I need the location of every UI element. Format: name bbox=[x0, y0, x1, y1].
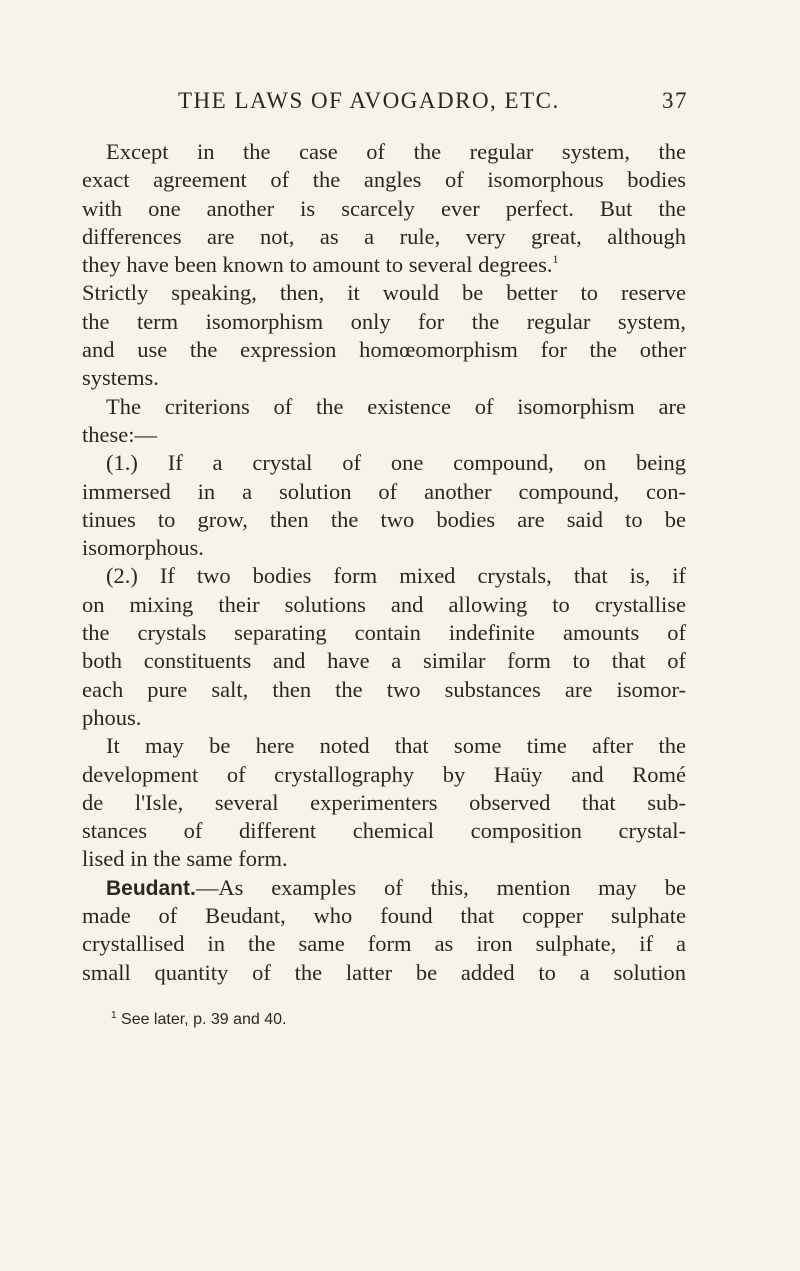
text-line: the term isomorphism only for the regular system, bbox=[82, 308, 686, 334]
text-line: (2.) If two bodies form mixed crystals, that is, if bbox=[106, 563, 686, 589]
text-line: on mixing their solutions and allowing to crystallise bbox=[82, 591, 686, 617]
text-line: immersed in a solution of another compound, con- bbox=[82, 478, 686, 504]
footnote-text: See later, p. 39 and 40. bbox=[121, 1011, 287, 1028]
text-line bbox=[82, 251, 686, 279]
text-line: stances of different chemical composition crystal- bbox=[82, 818, 686, 844]
text-line: It may be here noted that some time after the bbox=[106, 733, 686, 759]
text-line: made of Beudant, who found that copper sulphate bbox=[82, 903, 686, 929]
text-line-content: they have been known to amount to several degrees. bbox=[82, 252, 553, 278]
text-line: tinues to grow, then the two bodies are said to be bbox=[82, 506, 686, 532]
page-number: 37 bbox=[662, 88, 688, 113]
text-line: de l'Isle, several experimenters observed that sub- bbox=[82, 789, 686, 815]
text-line: differences are not, as a rule, very great, although bbox=[82, 223, 686, 249]
text-line: systems. bbox=[82, 365, 159, 391]
text-line bbox=[82, 874, 686, 902]
text-line: small quantity of the latter be added to a solution bbox=[82, 959, 686, 985]
text-line: The criterions of the existence of isomorphism are bbox=[106, 393, 686, 419]
text-line: isomorphous. bbox=[82, 535, 204, 561]
section-heading: Beudant. bbox=[106, 876, 196, 900]
text-line: with one another is scarcely ever perfect. But the bbox=[82, 195, 686, 221]
text-line: the crystals separating contain indefinite amounts of bbox=[82, 620, 686, 646]
main-text bbox=[82, 138, 686, 987]
footnote bbox=[111, 1011, 286, 1029]
footnote-reference: 1 bbox=[552, 252, 559, 267]
running-title: THE LAWS OF AVOGADRO, ETC. bbox=[178, 88, 560, 113]
text-line: each pure salt, then the two substances are isomor- bbox=[82, 676, 686, 702]
text-line: exact agreement of the angles of isomorphous bodies bbox=[82, 167, 686, 193]
text-line: Strictly speaking, then, it would be better to reserve bbox=[82, 280, 686, 306]
text-line: (1.) If a crystal of one compound, on being bbox=[106, 450, 686, 476]
text-line: and use the expression homœomorphism for the other bbox=[82, 337, 686, 363]
text-line: phous. bbox=[82, 704, 142, 730]
text-line: these:— bbox=[82, 421, 157, 447]
footnote-marker: 1 bbox=[111, 1010, 117, 1021]
text-line: Except in the case of the regular system, the bbox=[106, 139, 686, 164]
text-line-content: —As examples of this, mention may be bbox=[195, 874, 686, 900]
text-line: both constituents and have a similar form to that of bbox=[82, 648, 686, 674]
text-line: lised in the same form. bbox=[82, 846, 288, 872]
text-line: development of crystallography by Haüy and Romé bbox=[82, 761, 686, 787]
text-line: crystallised in the same form as iron sulphate, if a bbox=[82, 931, 686, 957]
